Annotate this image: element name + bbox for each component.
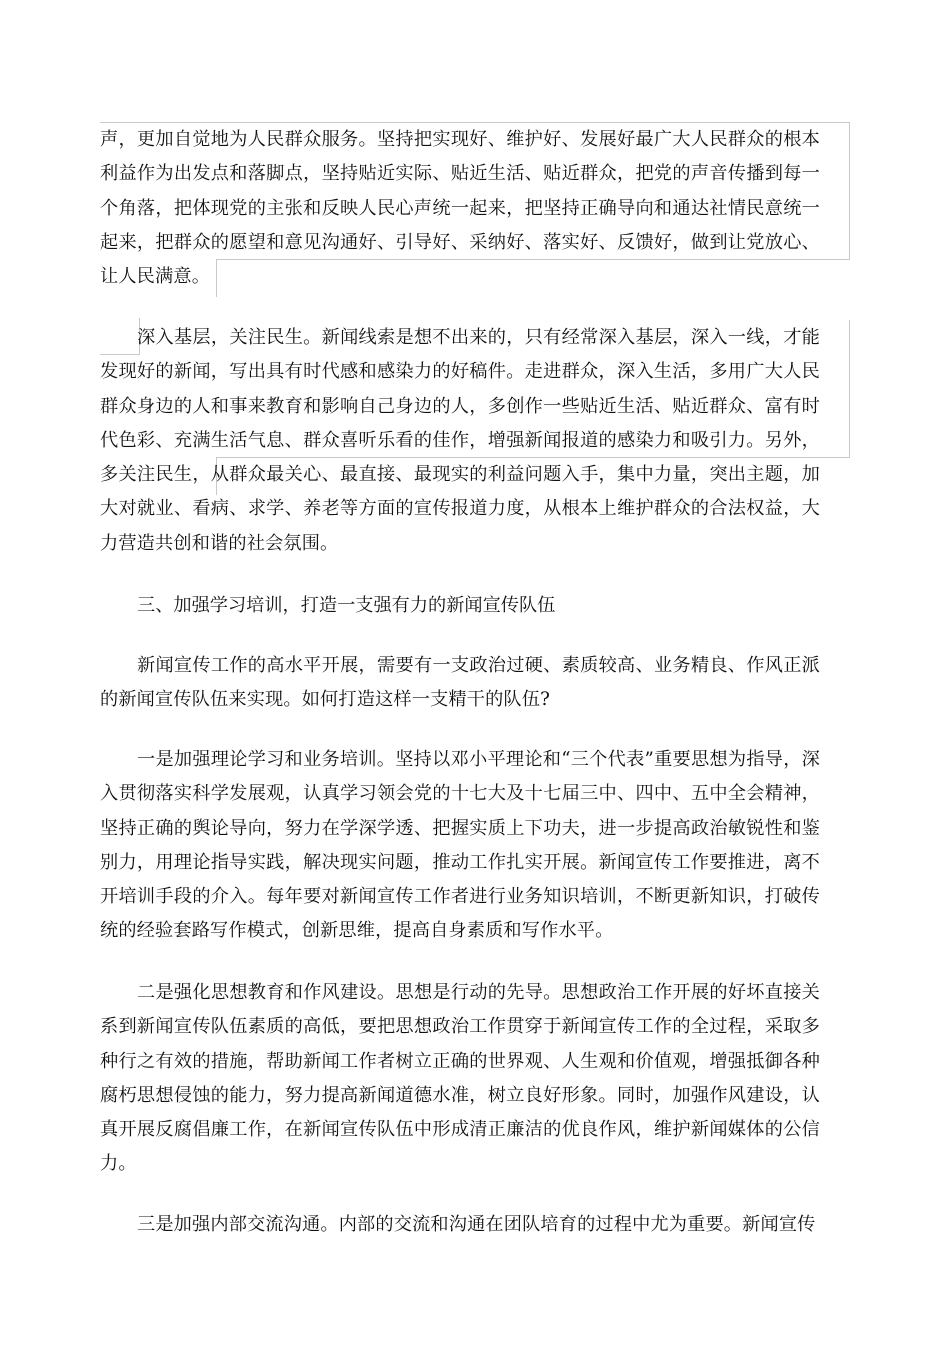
paragraph-internal-communication: 三是加强内部交流沟通。内部的交流和沟通在团队培育的过程中尤为重要。新闻宣传 [137,1214,816,1235]
paragraph-grassroots: 深入基层，关注民生。新闻线索是想不出来的，只有经常深入基层，深入一线，才能发现好的新闻，写出具有时代感和感染力的好稿件。走进群众，深入生活，多用广大人民群众身边的人和事来教育和影响自己身边的人，多创作一些贴近生活、贴近群众、富有时代色彩、充满生活气息、群众喜听乐看的佳作，增强新闻报道的感染力和吸引力。另外，多关注民生，从群众最关心、最直接、最现实的利益问题入手，集中力量，突出主题，加大对就业、看病、求学、养老等方面的宣传报道力度，从根本上维护群众的合法权益，大力营造共创和谐的社会氛围。 [100,327,820,554]
paragraph-serve-people: 声，更加自觉地为人民群众服务。坚持把实现好、维护好、发展好最广大人民群众的根本利益作为出发点和落脚点，坚持贴近实际、贴近生活、贴近群众，把党的声音传播到每一个角落，把体现党的主张和反映人民心声统一起来，把坚持正确导向和通达社情民意统一起来，把群众的愿望和意见沟通好、引导好、采纳好、落实好、反馈好，做到让党放心、让人民满意。 [100,129,820,288]
frame-line [849,122,850,260]
paragraph-team-intro: 新闻宣传工作的高水平开展，需要有一支政治过硬、素质较高、业务精良、作风正派的新闻宣传队伍来实现。如何打造这样一支精干的队伍? [100,655,820,711]
frame-line [849,320,850,458]
paragraph-ideology-style: 二是强化思想教育和作风建设。思想是行动的先导。思想政治工作开展的好坏直接关系到新闻宣传队伍素质的高低，要把思想政治工作贯穿于新闻宣传工作的全过程，采取多种行之有效的措施，帮助新闻工作者树立正确的世界观、人生观和价值观，增强抵御各种腐朽思想侵蚀的能力，努力提高新闻道德水准，树立良好形象。同时，加强作风建设，认真开展反腐倡廉工作，在新闻宣传队伍中形成清正廉洁的优良作风，维护新闻媒体的公信力。 [100,982,820,1175]
paragraph-theory-training: 一是加强理论学习和业务培训。坚持以邓小平理论和“三个代表”重要思想为指导，深入贯彻落实科学发展观，认真学习领会党的十七大及十七届三中、四中、五中全会精神，坚持正确的舆论导向，努力在学深学透、把握实质上下功夫，进一步提高政治敏锐性和鉴别力，用理论指导实践，解决现实问题，推动工作扎实开展。新闻宣传工作要推进，离不开培训手段的介入。每年要对新闻宣传工作者进行业务知识培训，不断更新知识，打破传统的经验套路写作模式，创新思维，提高自身素质和写作水平。 [100,749,820,942]
section-heading: 三、加强学习培训，打造一支强有力的新闻宣传队伍 [137,595,556,616]
